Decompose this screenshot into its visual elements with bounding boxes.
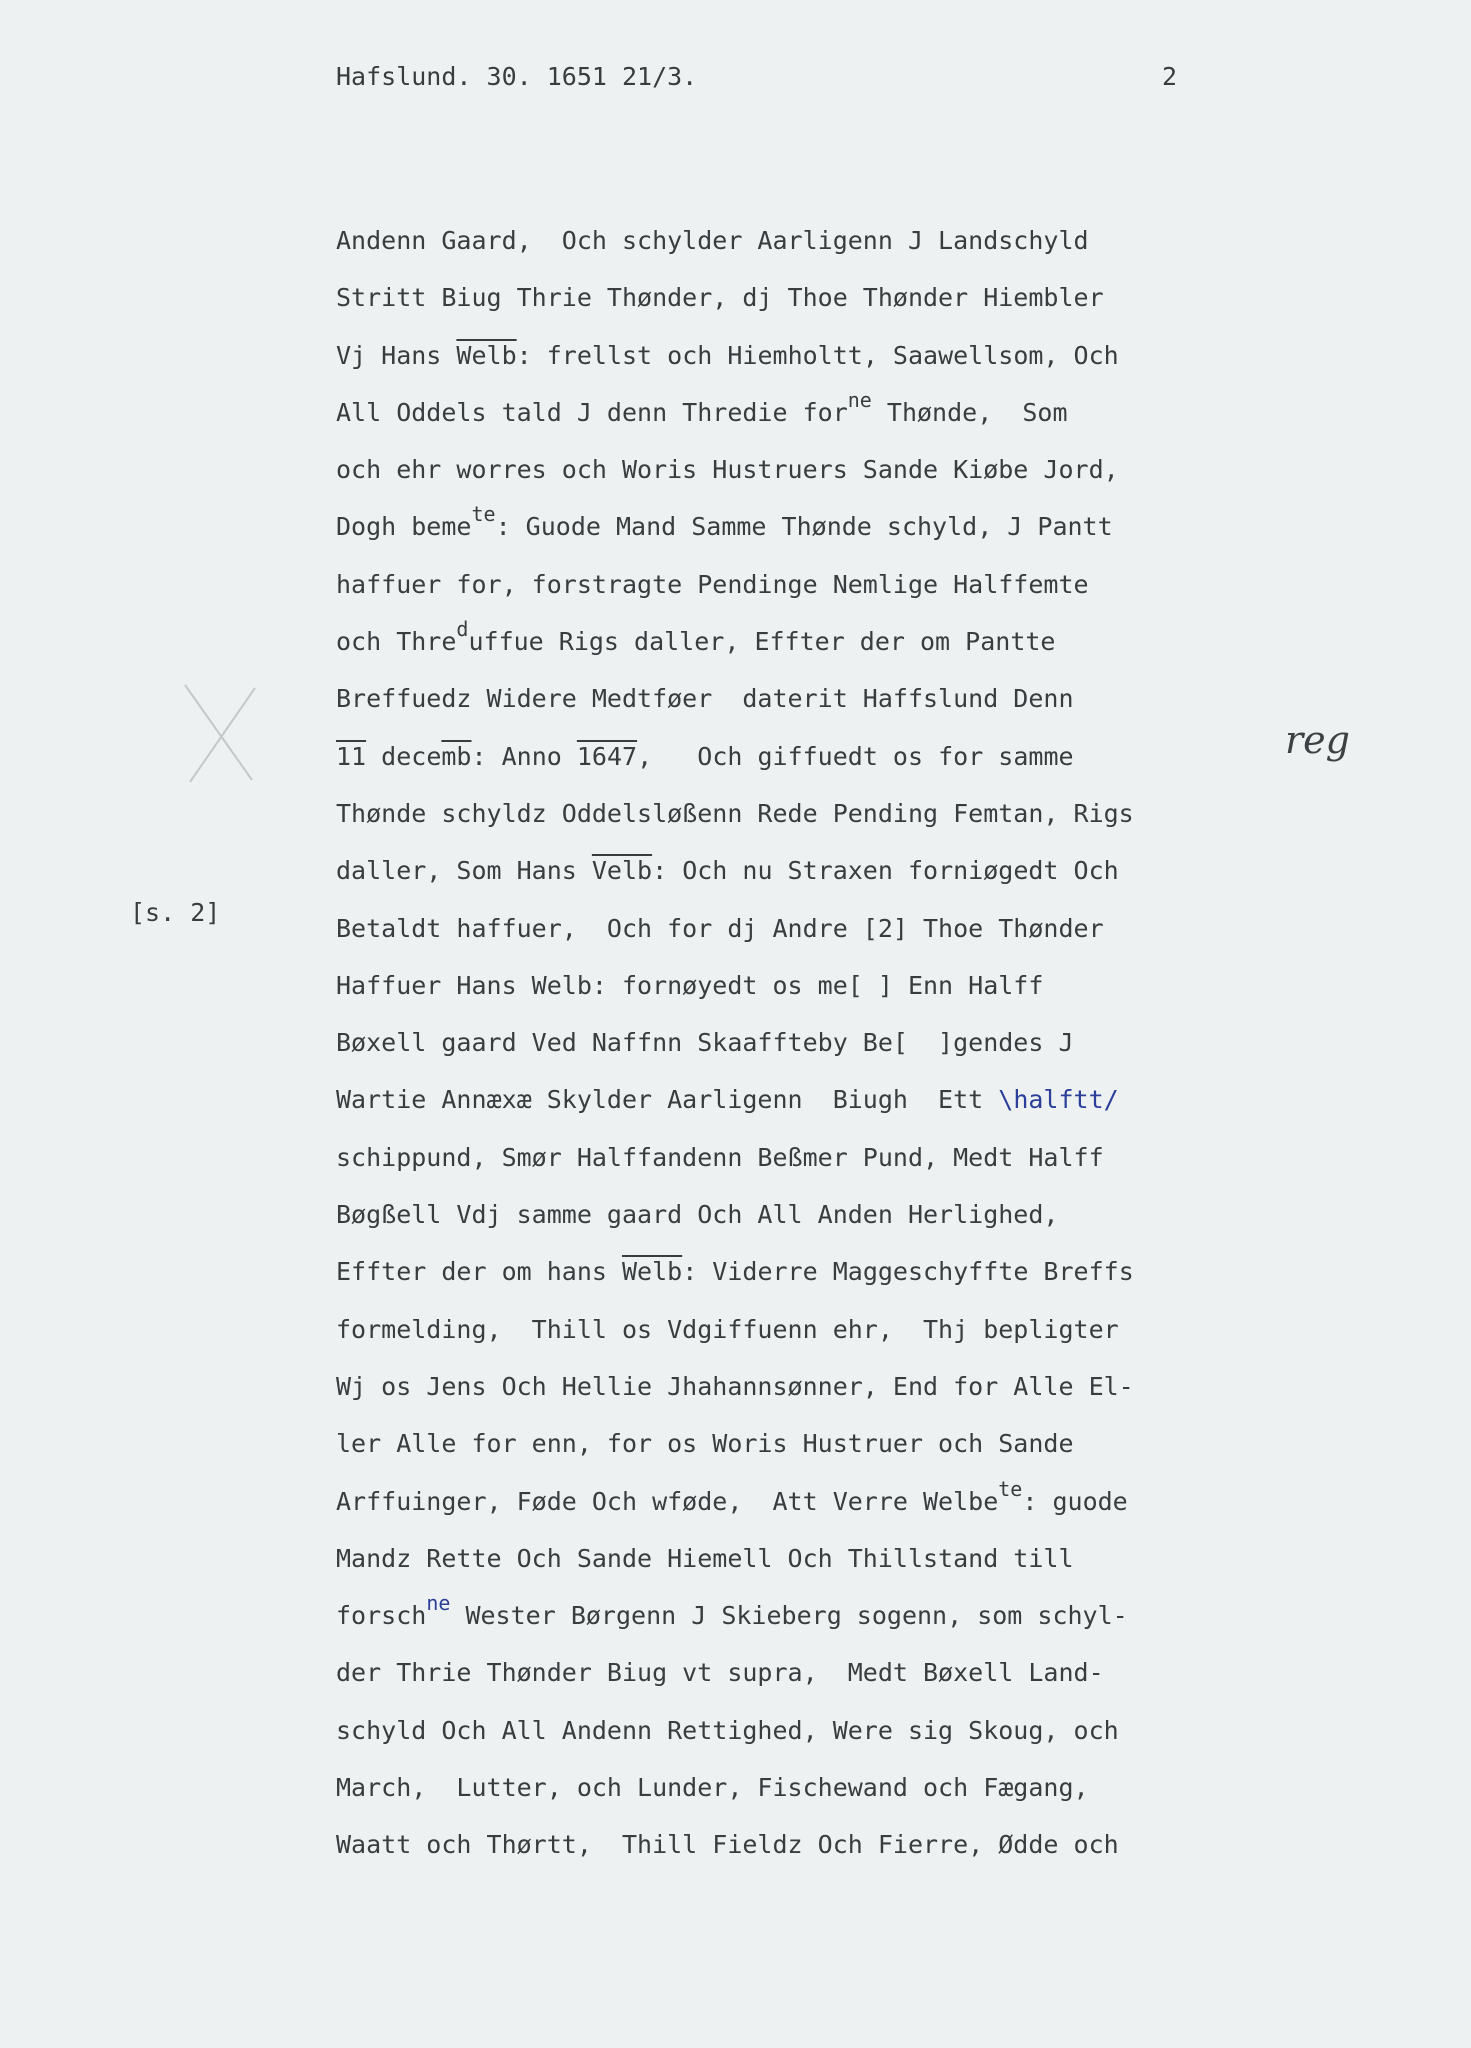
text-run: dece	[366, 741, 442, 771]
overlined-abbreviation: $\overline{mb}$	[441, 741, 472, 771]
superscript-run: ne	[426, 1591, 451, 1616]
text-line	[336, 842, 1336, 899]
overlined-abbreviation: 11	[336, 741, 367, 771]
overlined-abbreviation: 1647	[576, 741, 638, 771]
text-run: Thønde, Som	[871, 397, 1068, 427]
text-run: Haffuer Hans Welb: fornøyedt os me[ ] Enn Halff	[336, 970, 1044, 1000]
text-run: Vj Hans	[336, 340, 457, 370]
text-run: : frellst och Hiemholtt, Saawellsom, Och	[516, 340, 1119, 370]
margin-cross-mark	[180, 680, 260, 790]
text-run: Bøgßell Vdj samme gaard Och All Anden Herlighed,	[336, 1200, 1059, 1230]
text-line	[336, 1243, 1336, 1300]
text-run: Andenn Gaard, Och schylder Aarligenn J Landschyld	[336, 226, 1089, 255]
text-run: schippund, Smør Halffandenn Beßmer Pund, Medt Halff	[336, 1142, 1104, 1172]
text-run: Waatt och Thørtt, Thill Fieldz Och Fierre, Ødde och	[336, 1830, 1119, 1860]
overlined-abbreviation: Velb	[591, 856, 653, 886]
text-run: Wester Børgenn J Skieberg sogenn, som schyl-	[450, 1601, 1128, 1631]
text-run: och Thre	[336, 627, 457, 657]
page-header: Hafslund. 30. 1651 21/3.	[336, 62, 698, 91]
text-run: ler Alle for enn, for os Woris Hustruer och Sande	[336, 1429, 1074, 1459]
text-run: Arffuinger, Føde Och wføde, Att Verre Welbe	[336, 1486, 999, 1516]
overlined-abbreviation: Welb	[456, 340, 517, 370]
text-line	[336, 1014, 1336, 1071]
text-line	[336, 212, 1336, 269]
text-run: haffuer for, forstragte Pendinge Nemlige Halffemte	[336, 569, 1089, 599]
overlined-abbreviation: Welb	[621, 1257, 683, 1287]
text-run: : Viderre Maggeschyffte Breffs	[682, 1257, 1134, 1287]
text-run: : Guode Mand Samme Thønde schyld, J Pantt	[495, 512, 1113, 542]
text-line	[336, 1473, 1336, 1530]
text-line	[336, 441, 1336, 498]
text-line	[336, 269, 1336, 326]
text-run: och ehr worres och Woris Hustruers Sande Kiøbe Jord,	[336, 455, 1119, 485]
text-run: schyld Och All Andenn Rettighed, Were sig Skoug, och	[336, 1715, 1119, 1745]
text-run: : guode	[1022, 1486, 1128, 1516]
text-run: Wartie Annæxæ Skylder Aarligenn Biugh Ett	[336, 1085, 999, 1115]
document-body	[336, 212, 1336, 1874]
text-line	[336, 1301, 1336, 1358]
text-run: Breffuedz Widere Medtføer daterit Haffslund Denn	[336, 684, 1074, 714]
text-line	[336, 957, 1336, 1014]
page-number: 2	[1162, 62, 1178, 91]
text-run: March, Lutter, och Lunder, Fischewand och Fægang,	[336, 1773, 1089, 1803]
text-line	[336, 1129, 1336, 1186]
text-line	[336, 1530, 1336, 1587]
text-run: : Och nu Straxen forniøgedt Och	[652, 856, 1119, 886]
text-run: Thønde schyldz Oddelsløßenn Rede Pending Femtan, Rigs	[336, 798, 1134, 828]
text-line	[336, 785, 1336, 842]
superscript-run: te	[471, 502, 496, 527]
superscript-run: ne	[847, 387, 872, 412]
superscript-run: d	[456, 617, 469, 642]
handwritten-reg-note: reg	[1285, 718, 1350, 762]
text-run: Dogh beme	[336, 512, 472, 542]
text-line	[336, 1415, 1336, 1472]
text-run: formelding, Thill os Vdgiffuenn ehr, Thj bepligter	[336, 1314, 1119, 1344]
text-line	[336, 384, 1336, 441]
text-run: , Och giffuedt os for samme	[637, 741, 1074, 771]
text-line	[336, 670, 1336, 727]
text-run: forsch	[336, 1601, 427, 1631]
text-run: der Thrie Thønder Biug vt supra, Medt Bøxell Land-	[336, 1658, 1104, 1688]
text-line	[336, 1702, 1336, 1759]
text-run: Mandz Rette Och Sande Hiemell Och Thillstand till	[336, 1543, 1074, 1573]
text-run: Stritt Biug Thrie Thønder, dj Thoe Thønder Hiembler	[336, 283, 1104, 313]
text-line	[336, 613, 1336, 670]
superscript-run: te	[998, 1476, 1023, 1501]
text-line	[336, 556, 1336, 613]
text-line	[336, 1186, 1336, 1243]
text-line	[336, 1816, 1336, 1873]
text-line	[336, 498, 1336, 555]
text-line	[336, 1644, 1336, 1701]
text-run: Bøxell gaard Ved Naffnn Skaaffteby Be[ ]gendes J	[336, 1028, 1074, 1058]
text-line	[336, 327, 1336, 384]
text-line	[336, 1358, 1336, 1415]
text-line	[336, 900, 1336, 957]
text-line	[336, 728, 1336, 785]
annotated-run: \halftt/	[998, 1085, 1119, 1115]
text-run: Betaldt haffuer, Och for dj Andre [2] Thoe Thønder	[336, 913, 1104, 943]
text-run: uffue Rigs daller, Effter der om Pantte	[468, 627, 1056, 657]
text-run: All Oddels tald J denn Thredie for	[336, 397, 848, 427]
margin-page-reference: [s. 2]	[130, 898, 221, 927]
text-run: : Anno	[471, 741, 577, 771]
text-run: Effter der om hans	[336, 1257, 622, 1287]
text-line	[336, 1759, 1336, 1816]
text-run: daller, Som Hans	[336, 856, 592, 886]
text-line	[336, 1587, 1336, 1644]
text-line	[336, 1071, 1336, 1128]
text-run: Wj os Jens Och Hellie Jhahannsønner, End for Alle El-	[336, 1371, 1134, 1401]
